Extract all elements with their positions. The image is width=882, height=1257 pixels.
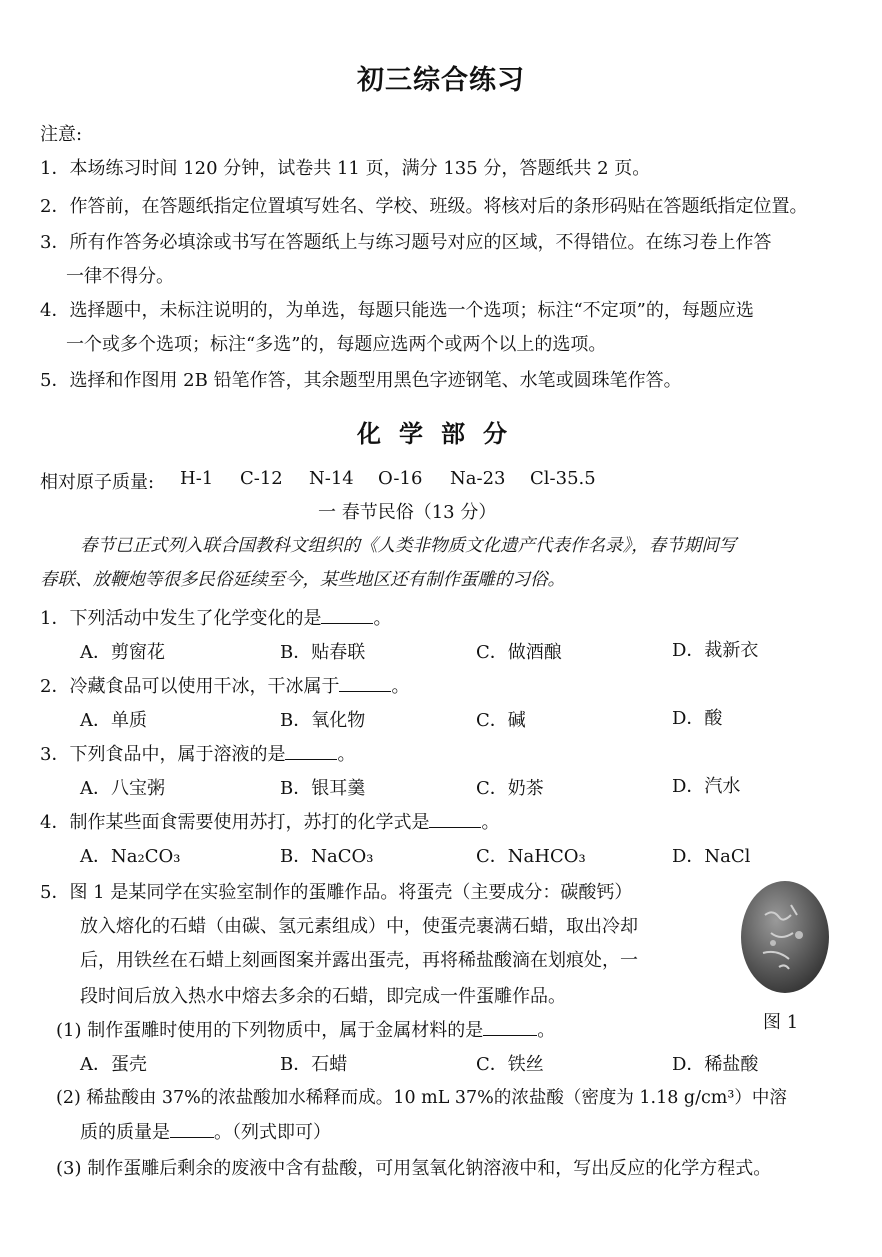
q5-sub2-end: 。（列式即可） [214,1122,331,1143]
atomic-mass-label: 相对原子质量: [40,472,155,493]
atomic-mass-cl: Cl-35.5 [530,468,596,489]
atomic-mass-h: H-1 [180,468,214,489]
question-2-end: 。 [391,676,410,697]
question-3-stem [40,740,355,766]
q4-option-a[interactable]: A．Na₂CO₃ [80,846,181,867]
q5-sub1-end: 。 [537,1020,556,1041]
q5-sub2-line-1: (2) 稀盐酸由 37%的浓盐酸加水稀释而成。10 mL 37%的浓盐酸（密度为 1.18 g/cm³）中溶 [56,1088,787,1108]
answer-blank[interactable] [339,690,391,692]
notice-item-4-cont: 一个或多个选项；标注“多选”的，每题应选两个或两个以上的选项。 [66,334,607,355]
figure-label: 图 1 [763,1012,799,1033]
q3-option-a[interactable]: A．八宝粥 [80,778,165,799]
answer-blank[interactable] [321,622,373,624]
question-3-end: 。 [337,744,356,765]
part-one-title: 一 春节民俗（13 分） [318,502,497,523]
notice-item-3-cont: 一律不得分。 [66,266,174,287]
question-3-text: 3．下列食品中，属于溶液的是 [40,744,286,765]
notice-item-3: 3．所有作答务必填涂或书写在答题纸上与练习题号对应的区域，不得错位。在练习卷上作答 [40,232,772,253]
egg-icon [735,875,835,1000]
question-2-stem [40,672,409,698]
answer-blank[interactable] [429,826,481,828]
notice-item-5: 5．选择和作图用 2B 铅笔作答，其余题型用黑色字迹钢笔、水笔或圆珠笔作答。 [40,370,682,391]
q2-option-a[interactable]: A．单质 [80,710,147,731]
intro-line-2: 春联、放鞭炮等很多民俗延续至今，某些地区还有制作蛋雕的习俗。 [40,570,565,590]
q5-sub1-option-a[interactable]: A．蛋壳 [80,1054,147,1075]
page-title: 初三综合练习 [357,65,525,96]
q5-sub3: (3) 制作蛋雕后剩余的废液中含有盐酸，可用氢氧化钠溶液中和，写出反应的化学方程式。 [56,1158,772,1179]
q3-option-c[interactable]: C．奶茶 [476,778,544,799]
question-2-text: 2．冷藏食品可以使用干冰，干冰属于 [40,676,340,697]
q4-option-c[interactable]: C．NaHCO₃ [476,846,586,867]
notice-heading: 注意: [40,124,83,145]
q5-sub1-option-c[interactable]: C．铁丝 [476,1054,544,1075]
question-5-line-1: 5．图 1 是某同学在实验室制作的蛋雕作品。将蛋壳（主要成分：碳酸钙） [40,882,633,903]
q1-option-c[interactable]: C．做酒酿 [476,642,562,663]
question-4-text: 4．制作某些面食需要使用苏打，苏打的化学式是 [40,812,430,833]
q2-option-b[interactable]: B．氧化物 [280,710,366,731]
q5-sub1-option-d[interactable]: D．稀盐酸 [672,1054,759,1075]
answer-blank[interactable] [170,1136,214,1138]
answer-blank[interactable] [285,758,337,760]
q4-option-b[interactable]: B．NaCO₃ [280,846,374,867]
notice-item-4: 4．选择题中，未标注说明的，为单选，每题只能选一个选项；标注“不定项”的，每题应选 [40,300,754,321]
answer-blank[interactable] [483,1034,537,1036]
question-4-end: 。 [481,812,500,833]
q2-option-c[interactable]: C．碱 [476,710,526,731]
q5-sub1-option-b[interactable]: B．石蜡 [280,1054,348,1075]
q1-option-a[interactable]: A．剪窗花 [80,642,165,663]
question-1-stem [40,604,391,630]
atomic-mass-na: Na-23 [450,468,506,489]
q5-sub1-stem [56,1016,555,1042]
q4-option-d[interactable]: D．NaCl [672,846,751,867]
q3-option-d[interactable]: D．汽水 [672,776,741,797]
q5-sub1-text: (1) 制作蛋雕时使用的下列物质中，属于金属材料的是 [56,1020,484,1041]
notice-item-2: 2．作答前，在答题纸指定位置填写姓名、学校、班级。将核对后的条形码贴在答题纸指定位置。 [40,196,808,217]
q5-sub2-line-2 [80,1118,331,1144]
question-5-line-2: 放入熔化的石蜡（由碳、氢元素组成）中，使蛋壳裹满石蜡，取出冷却 [80,916,638,937]
q3-option-b[interactable]: B．银耳羹 [280,778,366,799]
atomic-mass-o: O-16 [378,468,423,489]
section-title: 化学部分 [357,419,525,448]
question-1-end: 。 [373,608,392,629]
q2-option-d[interactable]: D．酸 [672,708,723,729]
q1-option-b[interactable]: B．贴春联 [280,642,366,663]
intro-line-1: 春节已正式列入联合国教科文组织的《人类非物质文化遗产代表作名录》，春节期间写 [80,536,737,556]
q1-option-d[interactable]: D．裁新衣 [672,640,759,661]
question-1-text: 1．下列活动中发生了化学变化的是 [40,608,322,629]
q5-sub2-text: 质的质量是 [80,1122,170,1143]
notice-item-1: 1．本场练习时间 120 分钟，试卷共 11 页，满分 135 分，答题纸共 2 页。 [40,158,651,179]
engraved-egg-image [735,875,835,1000]
question-5-line-3: 后，用铁丝在石蜡上刻画图案并露出蛋壳，再将稀盐酸滴在划痕处，一 [80,950,638,971]
question-4-stem [40,808,499,834]
question-5-line-4: 段时间后放入热水中熔去多余的石蜡，即完成一件蛋雕作品。 [80,986,566,1007]
atomic-mass-n: N-14 [309,468,354,489]
atomic-mass-c: C-12 [240,468,283,489]
